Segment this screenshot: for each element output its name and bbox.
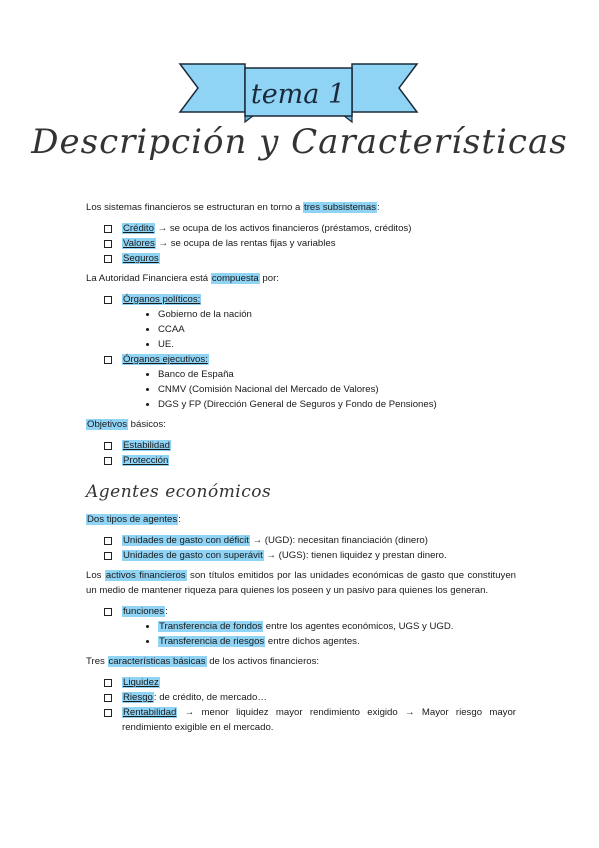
list-item: Crédito → se ocupa de los activos financieros (préstamos, créditos) xyxy=(104,221,516,236)
agentes-list xyxy=(86,533,516,563)
intro-subsistemas: Los sistemas financieros se estructuran en torno a tres subsistemas: xyxy=(86,202,380,213)
objetivos-list xyxy=(86,438,516,468)
list-item: Órganos ejecutivos: • Banco de España • CNMV (Comisión Nacional del Mercado de Valores) • DGS y FP (Dirección General de Seguros y Fondo de Pensiones) xyxy=(104,352,516,412)
list-item: Rentabilidad → menor liquidez mayor rendimiento exigido → Mayor riesgo mayor rendimiento exigible en el mercado. xyxy=(104,705,516,735)
list-item: funciones: • Transferencia de fondos entre los agentes económicos, UGS y UGD. • Transferencia de riesgos entre dichos agentes. xyxy=(104,604,516,649)
list-item: Unidades de gasto con déficit → (UGD): necesitan financiación (dinero) xyxy=(104,533,516,548)
subsistemas-list xyxy=(86,221,516,266)
list-item: • DGS y FP (Dirección General de Seguros y Fondo de Pensiones) xyxy=(158,397,516,412)
document-body xyxy=(86,200,516,740)
list-item: Riesgo: de crédito, de mercado… xyxy=(104,690,516,705)
banner-label: tema 1 xyxy=(250,79,346,110)
section-title-agentes: Agentes económicos xyxy=(86,482,272,502)
page-title: Descripción y Características xyxy=(31,122,568,162)
list-item: • UE. xyxy=(158,337,516,352)
list-item: • Transferencia de riesgos entre dichos agentes. xyxy=(158,634,516,649)
list-item: • CCAA xyxy=(158,322,516,337)
list-item: Protección xyxy=(104,453,516,468)
list-item: • Gobierno de la nación xyxy=(158,307,516,322)
list-item: Valores → se ocupa de las rentas fijas y variables xyxy=(104,236,516,251)
list-item: Liquidez xyxy=(104,675,516,690)
autoridad-list xyxy=(86,292,516,412)
list-item: Estabilidad xyxy=(104,438,516,453)
caracteristicas-list xyxy=(86,675,516,735)
funciones-list xyxy=(86,604,516,649)
list-item: • Transferencia de fondos entre los agentes económicos, UGS y UGD. xyxy=(158,619,516,634)
intro-agentes: Dos tipos de agentes: xyxy=(87,514,181,525)
intro-objetivos: Objetivos básicos: xyxy=(87,419,166,430)
intro-caracteristicas: Tres características básicas de los activos financieros: xyxy=(86,656,320,667)
title-banner xyxy=(0,0,599,125)
list-item: Unidades de gasto con superávit → (UGS): tienen liquidez y prestan dinero. xyxy=(104,548,516,563)
list-item: Órganos políticos: • Gobierno de la nación • CCAA • UE. xyxy=(104,292,516,352)
list-item: • CNMV (Comisión Nacional del Mercado de Valores) xyxy=(158,382,516,397)
activos-paragraph: Los activos financieros son títulos emitidos por las unidades económicas de gasto que constituyen un medio de mantener riqueza para quienes los poseen y un pasivo para quienes los generan. xyxy=(86,570,516,596)
list-item: Seguros xyxy=(104,251,516,266)
list-item: • Banco de España xyxy=(158,367,516,382)
intro-autoridad: La Autoridad Financiera está compuesta por: xyxy=(86,273,279,284)
